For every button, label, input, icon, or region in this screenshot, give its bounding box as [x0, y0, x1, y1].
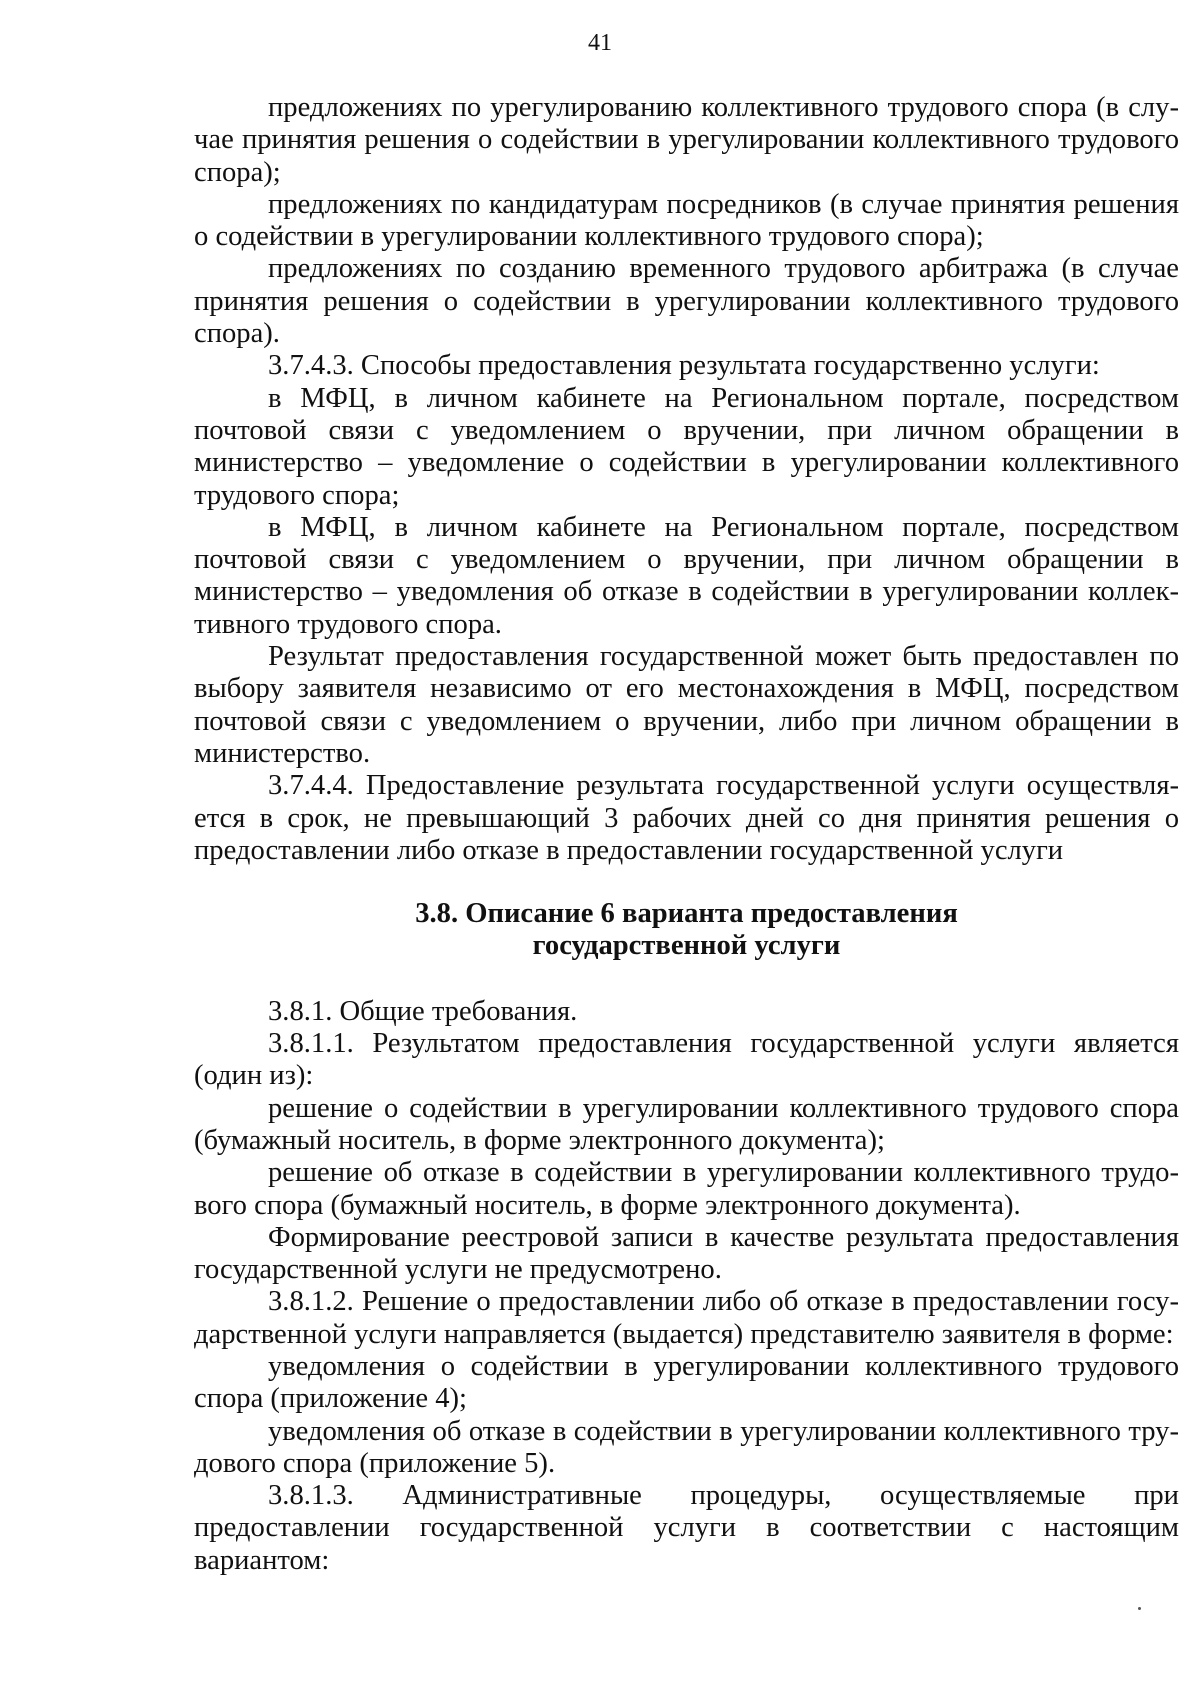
section-heading-line-2: государственной услуги [532, 930, 841, 962]
paragraph: Формирование реестровой записи в качестве результата предоставления государственной услуги не предусмотрено. [194, 1221, 1179, 1286]
paragraph: предложениях по урегулированию коллективного трудового спора (в случае принятия решения о содействии в урегулировании коллективного трудового спора); [194, 92, 1179, 188]
document-body [194, 92, 1179, 1577]
paragraph: предложениях по кандидатурам посредников (в случае принятия решения о содействии в урегулировании коллективного трудового спора); [194, 188, 1179, 253]
paragraph: Результат предоставления государственной может быть предоставлен по выбору заявителя независимо от его местонахождения в МФЦ, посредством почтовой связи с уведомлением о вручении, либо при личном обращении в министерство. [194, 641, 1179, 769]
paragraph: в МФЦ, в личном кабинете на Региональном портале, посредством почтовой связи с уведомлением о вручении, при личном обращении в министерство – уведомления об отказе в содействии в урегулировании коллективного трудового спора. [194, 511, 1179, 640]
paragraph: 3.8.1.3. Административные процедуры, осуществляемые при предоставлении государственной услуги в соответствии с настоящим вариантом: [194, 1480, 1179, 1576]
page-number: 41 [588, 30, 612, 56]
section-heading [194, 898, 1179, 963]
paragraph: в МФЦ, в личном кабинете на Региональном портале, посредством почтовой связи с уведомлением о вручении, при личном обращении в министерство – уведомление о содействии в урегулировании коллективного трудового спора; [194, 382, 1179, 511]
paragraph: 3.8.1.2. Решение о предоставлении либо об отказе в предоставлении государственной услуги направляется (выдается) представителю заявителя в форме: [194, 1286, 1179, 1350]
paragraph: решение о содействии в урегулировании коллективного трудового спора (бумажный носитель, в форме электронного документа); [194, 1092, 1179, 1156]
paragraph: 3.8.1.1. Результатом предоставления государственной услуги является (один из): [194, 1028, 1179, 1092]
paragraph: решение об отказе в содействии в урегулировании коллективного трудового спора (бумажный носитель, в форме электронного документа). [194, 1157, 1179, 1221]
paragraph: 3.8.1. Общие требования. [268, 995, 578, 1027]
scan-speck [1138, 1607, 1141, 1610]
paragraph: 3.7.4.4. Предоставление результата государственной услуги осуществляется в срок, не превышающий 3 рабочих дней со дня принятия решения о предоставлении либо отказе в предоставлении государственной услуги [194, 770, 1179, 866]
paragraph: 3.7.4.3. Способы предоставления результата государственно услуги: [268, 350, 1100, 382]
section-heading-line-1: 3.8. Описание 6 варианта предоставления [415, 898, 958, 930]
paragraph: предложениях по созданию временного трудового арбитража (в случае принятия решения о содействии в урегулировании коллективного трудового спора). [194, 253, 1179, 350]
paragraph: уведомления о содействии в урегулировании коллективного трудового спора (приложение 4); [194, 1350, 1179, 1415]
paragraph: уведомления об отказе в содействии в урегулировании коллективного трудового спора (приложение 5). [194, 1415, 1179, 1479]
